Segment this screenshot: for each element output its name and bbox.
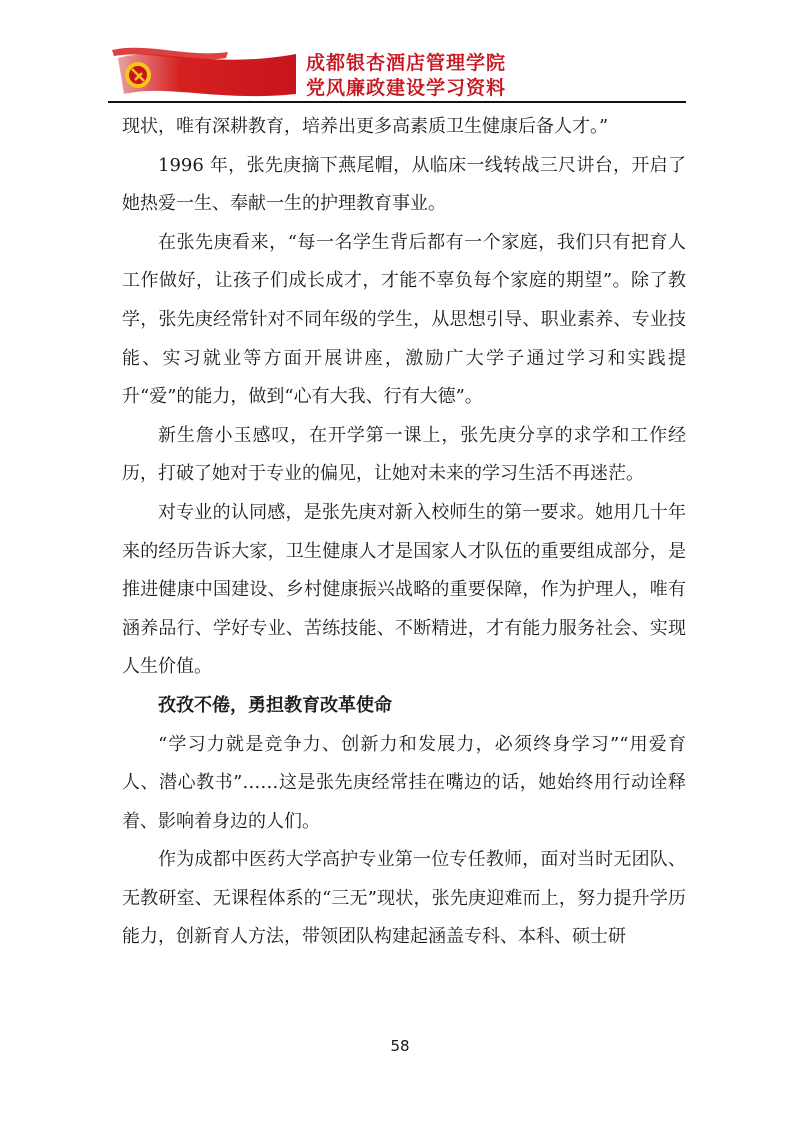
paragraph-continuation: 现状，唯有深耕教育，培养出更多高素质卫生健康后备人才。” (122, 116, 609, 137)
page-number: 58 (390, 1037, 410, 1055)
article-body (122, 108, 686, 957)
paragraph: “学习力就是竞争力、创新力和发展力，必须终身学习”“用爱育人、潜心教书”……这是张先庚经常挂在嘴边的话，她始终用行动诠释着、影响着身边的人们。 (122, 733, 686, 832)
doc-title: 党风廉政建设学习资料 (306, 77, 507, 99)
paragraph: 对专业的认同感，是张先庚对新入校师生的第一要求。她用几十年来的经历告诉大家，卫生健康人才是国家人才队伍的重要组成部分，是推进健康中国建设、乡村健康振兴战略的重要保障，作为护理人，唯有涵养品行、学好专业、苦练技能、不断精进，才有能力服务社会、实现人生价值。 (122, 501, 686, 678)
paragraph: 新生詹小玉感叹，在开学第一课上，张先庚分享的求学和工作经历，打破了她对于专业的偏见，让她对未来的学习生活不再迷茫。 (122, 424, 686, 485)
paragraph: 在张先庚看来，“每一名学生背后都有一个家庭，我们只有把育人工作做好，让孩子们成长成才，才能不辜负每个家庭的期望”。除了教学，张先庚经常针对不同年级的学生，从思想引导、职业素养、专业技能、实习就业等方面开展讲座，激励广大学子通过学习和实践提升“爱”的能力，做到“心有大我、行有大德”。 (122, 231, 686, 408)
section-heading: 孜孜不倦，勇担教育改革使命 (158, 694, 392, 716)
party-emblem-flag-icon (108, 44, 298, 100)
paragraph: 1996 年，张先庚摘下燕尾帽，从临床一线转战三尺讲台，开启了她热爱一生、奉献一生的护理教育事业。 (122, 154, 686, 215)
org-title: 成都银杏酒店管理学院 (306, 52, 507, 74)
paragraph: 作为成都中医药大学高护专业第一位专任教师，面对当时无团队、无教研室、无课程体系的“三无”现状，张先庚迎难而上，努力提升学历能力，创新育人方法，带领团队构建起涵盖专科、本科、硕士研 (122, 849, 686, 948)
page-header (108, 40, 686, 102)
header-divider (108, 101, 686, 103)
